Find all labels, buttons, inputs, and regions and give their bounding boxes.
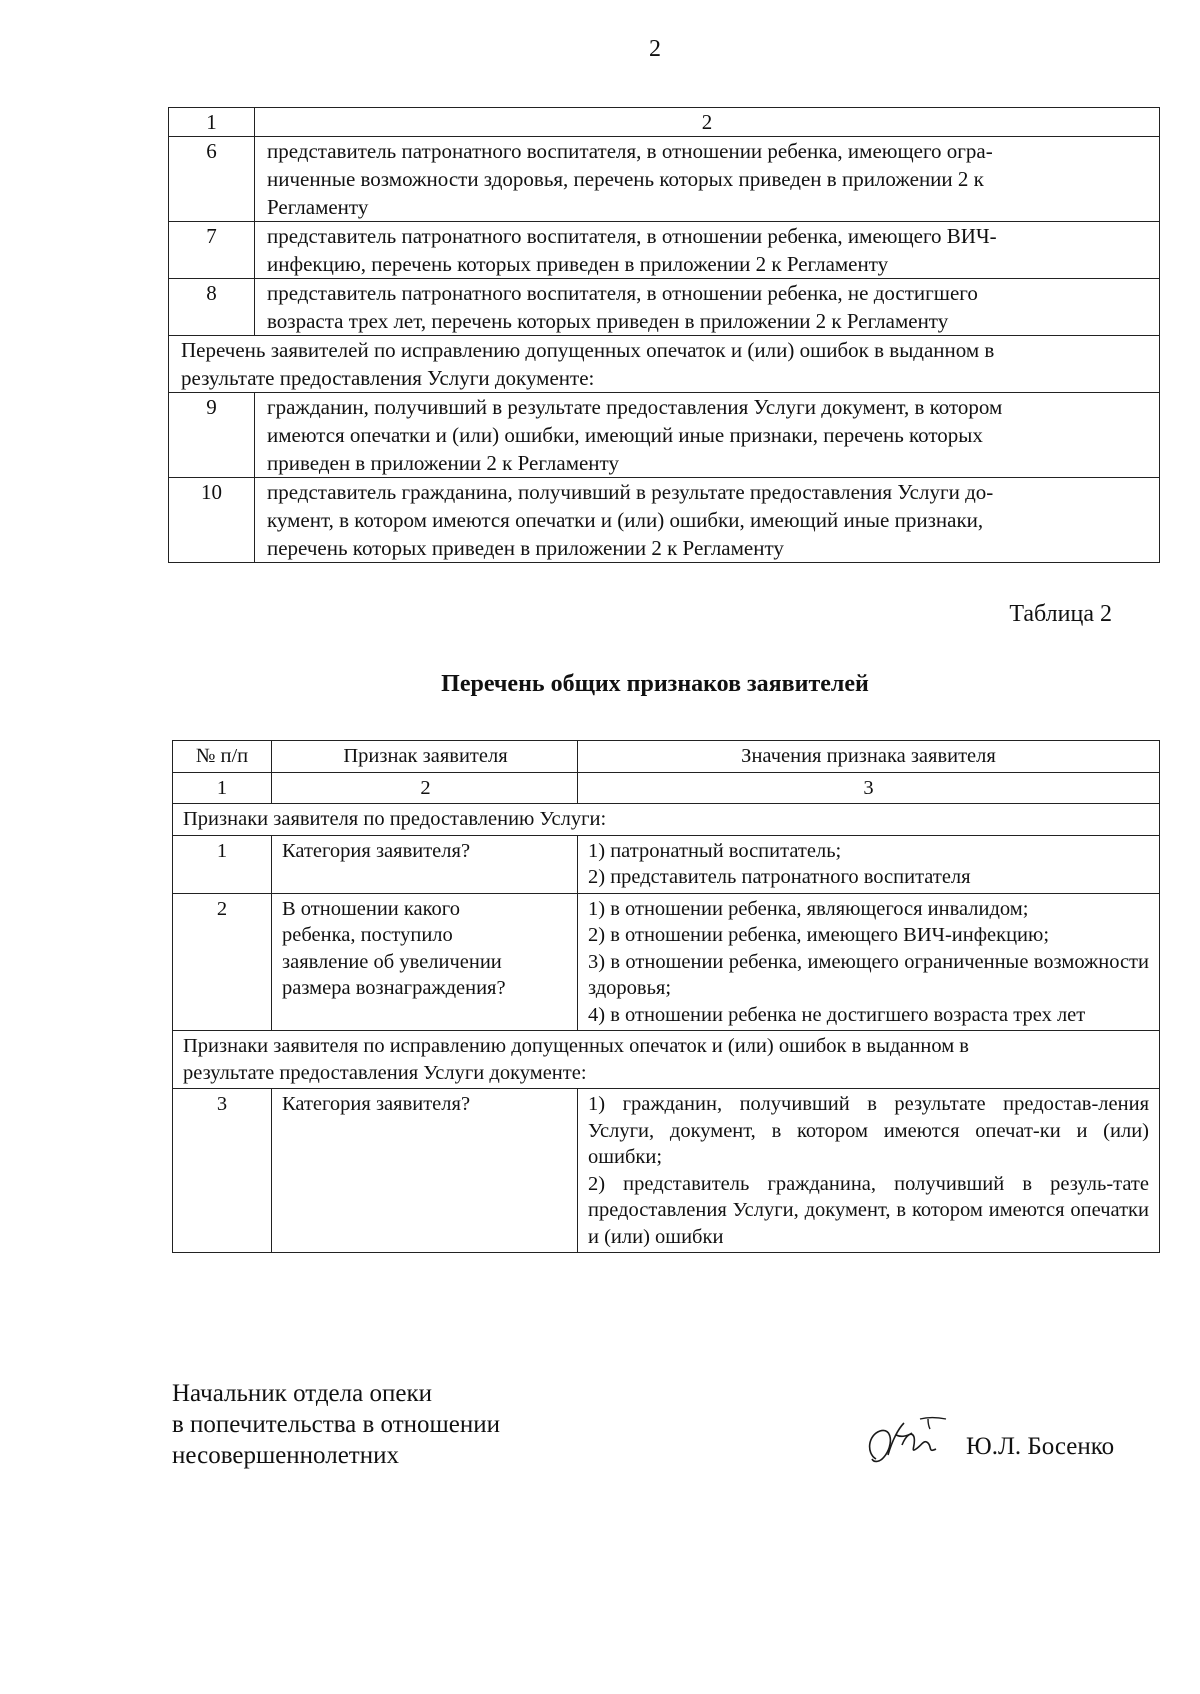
text-line: гражданин, получивший в результате предоставления Услуги документ, в котором [267,395,1003,419]
header-number: № п/п [173,741,272,773]
row-number: 7 [169,222,255,279]
value-item: 2) в отношении ребенка, имеющего ВИЧ-инфекцию; [588,924,1050,946]
header-values: Значения признака заявителя [578,741,1160,773]
section-row [173,1031,1160,1089]
text-line: возраста трех лет, перечень которых приведен в приложении 2 к Регламенту [267,309,949,333]
text-line: приведен в приложении 2 к Регламенту [267,451,619,475]
row-number: 6 [169,137,255,222]
value-item: 2) представитель гражданина, получивший в резуль-тате предоставления Услуги, документ, в котором имеются опечатки и (или) ошибки [588,1172,1149,1248]
table-header-row [173,741,1160,773]
text-line: представитель патронатного воспитателя, в отношении ребенка, не достигшего [267,281,978,305]
table-row [169,393,1160,478]
text-line: представитель гражданина, получивший в результате предоставления Услуги до- [267,480,994,504]
text-line: инфекцию, перечень которых приведен в приложении 2 к Регламенту [267,252,889,276]
column-number-cell: 3 [578,772,1160,804]
applicants-table-continued [168,107,1160,563]
text-line: результате предоставления Услуги документе: [181,366,595,390]
row-text [255,478,1160,563]
section-heading [173,1031,1160,1089]
text-line: представитель патронатного воспитателя, в отношении ребенка, имеющего огра- [267,139,993,163]
table-row [173,893,1160,1031]
text-line: перечень которых приведен в приложении 2 к Регламенту [267,536,784,560]
section-heading: Признаки заявителя по предоставлению Услуги: [173,804,1160,836]
row-number: 9 [169,393,255,478]
row-number: 1 [173,835,272,893]
row-number: 3 [173,1089,272,1253]
row-values [578,1089,1160,1253]
column-number-cell: 1 [169,108,255,137]
value-item: 1) гражданин, получивший в результате предостав-ления Услуги, документ, в котором имеются опечат-ки и (или) ошибки; [588,1093,1149,1168]
row-sign: Категория заявителя? [272,835,578,893]
text-line: в попечительства в отношении [172,1411,500,1438]
value-item: 1) в отношении ребенка, являющегося инвалидом; [588,897,1029,920]
page-number: 2 [649,36,661,62]
text-line: несовершеннолетних [172,1442,399,1469]
value-item: 4) в отношении ребенка не достигшего возраста трех лет [588,1003,1086,1026]
row-number: 2 [173,893,272,1031]
value-item: 3) в отношении ребенка, имеющего ограниченные возможности здоровья; [588,950,1149,999]
handwritten-signature [862,1415,952,1469]
table-caption: Таблица 2 [1009,601,1112,627]
text-line: Признаки заявителя по исправлению допущенных опечаток и (или) ошибок в выданном в [183,1035,969,1057]
text-line: кумент, в котором имеются опечатки и (или) ошибки, имеющий иные признаки, [267,508,984,532]
row-number: 8 [169,279,255,336]
column-numbers-row [173,772,1160,804]
text-line: Регламенту [267,195,369,219]
row-values [578,835,1160,893]
applicant-signs-table [172,740,1160,1253]
table-row [169,137,1160,222]
text-line: Перечень заявителей по исправлению допущенных опечаток и (или) ошибок в выданном в [181,338,995,362]
section-row [169,336,1160,393]
text-line: В отношении какого [282,897,460,920]
row-text [255,393,1160,478]
column-number-cell: 2 [255,108,1160,137]
section-heading [169,336,1160,393]
row-number: 10 [169,478,255,563]
row-text [255,222,1160,279]
table-row [169,222,1160,279]
row-text [255,279,1160,336]
table-row [169,279,1160,336]
text-line: представитель патронатного воспитателя, в отношении ребенка, имеющего ВИЧ- [267,224,997,248]
table-row [173,835,1160,893]
section-row [173,804,1160,836]
header-sign: Признак заявителя [272,741,578,773]
text-line: ниченные возможности здоровья, перечень которых приведен в приложении 2 к [267,167,984,191]
table-title: Перечень общих признаков заявителей [441,671,869,697]
value-item: 2) представитель патронатного воспитателя [588,866,971,888]
table-row [169,478,1160,563]
text-line: Начальник отдела опеки [172,1380,432,1407]
text-line: имеются опечатки и (или) ошибки, имеющий иные признаки, перечень которых [267,423,983,447]
row-values [578,893,1160,1031]
column-number-cell: 1 [173,772,272,804]
text-line: ребенка, поступило [282,924,453,946]
text-line: размера вознаграждения? [282,977,506,999]
column-number-cell: 2 [272,772,578,804]
signatory-position [172,1378,500,1471]
value-item: 1) патронатный воспитатель; [588,839,842,862]
text-line: результате предоставления Услуги документе: [183,1061,587,1084]
text-line: заявление об увеличении [282,950,502,973]
row-sign: Категория заявителя? [272,1089,578,1253]
row-text [255,137,1160,222]
row-sign [272,893,578,1031]
table-header-row [169,108,1160,137]
table-row [173,1089,1160,1253]
signatory-name: Ю.Л. Босенко [966,1433,1115,1460]
